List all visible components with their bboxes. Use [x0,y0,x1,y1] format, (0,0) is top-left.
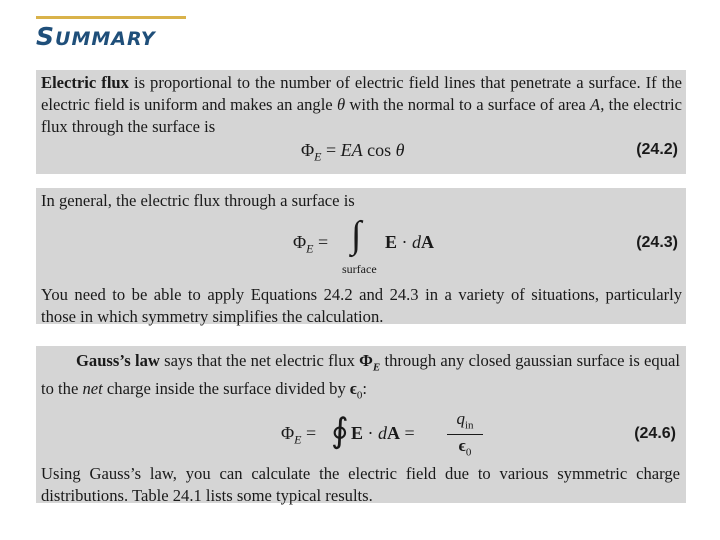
equation-24-3 [41,212,682,284]
phi-symbol: Φ [281,422,295,443]
differential-d: d [378,422,388,443]
electric-flux-box [36,70,686,174]
permittivity-denominator [447,436,483,458]
title-initial: S [36,22,56,51]
equation-24-3-integrand [385,232,434,253]
phi-subscript: E [372,361,381,374]
electric-flux-term: Electric flux [41,73,129,92]
dot-operator: · [363,422,379,443]
equation-24-6-lhs [281,423,316,448]
electric-flux-text: with the normal to a surface of area [345,95,591,114]
electric-flux-paragraph [41,72,682,138]
equals-sign: = [400,422,415,443]
cos-term: cos [362,140,396,160]
area-symbol: A [590,95,601,114]
fraction-bar [447,434,483,435]
electric-flux-text: , the electric flux through the surface is [41,95,682,136]
integral-surface-label: surface [342,262,377,276]
charge-numerator [447,409,483,431]
a-vector: A [421,232,435,252]
charge-subscript: in [464,419,474,432]
equation-24-3-lhs [293,232,328,257]
phi-symbol: Φ [301,140,315,160]
net-emphasis: net [82,379,103,399]
gauss-law-closing: Using Gauss’s law, you can calculate the electric field due to various symmetric charge distributions. Table 24.1 lists some typical results. [41,463,680,505]
equation-24-6 [41,407,680,463]
equation-24-2 [41,138,682,166]
gauss-law-term: Gauss’s law [76,351,160,370]
a-vector: A [387,422,401,443]
epsilon-symbol: ϵ [458,435,466,455]
charge-q: q [456,408,465,428]
integral-symbol: ∫ [351,214,362,256]
phi-subscript: E [314,149,322,164]
theta-symbol: θ [336,95,346,114]
title-rest: UMMARY [55,28,156,50]
epsilon-subscript: 0 [465,446,472,459]
phi-subscript: E [306,241,314,256]
gauss-law-text: through any closed gaussian surface is equal to the [41,351,680,399]
general-flux-closing: You need to be able to apply Equations 24.2 and 24.3 in a variety of situations, particularly those in which symmetry simplifies the calculation. [41,285,682,326]
phi-symbol: Φ [359,351,373,370]
theta-symbol: θ [395,140,405,160]
dot-operator: · [397,232,413,252]
closed-integral-symbol: ∮ [331,412,349,450]
equals-sign: = [313,232,329,252]
phi-subscript: E [294,432,302,447]
e-vector: E [351,422,364,443]
equation-24-2-body [301,140,405,165]
phi-symbol: Φ [293,232,307,252]
general-flux-box [36,188,686,324]
equation-number-24-2: (24.2) [636,141,678,158]
differential-d: d [412,232,422,252]
gauss-law-paragraph [41,350,680,407]
page-title [36,22,156,51]
equation-24-6-integrand [351,423,415,444]
title-rule [36,16,186,19]
equals-sign: = [321,140,341,160]
gauss-law-text: says that the net electric flux [159,351,360,370]
gauss-law-box [36,346,686,503]
gauss-law-text: charge inside the surface divided by [102,379,350,399]
e-vector: E [385,232,398,252]
epsilon-symbol: ϵ [349,379,357,399]
equation-number-24-6: (24.6) [634,424,676,442]
electric-flux-text: is proportional to the number of electric field lines that penetrate a surface. If the electric field is uniform and makes an angle [41,73,682,114]
ea-term: EA [340,140,363,160]
equals-sign: = [301,422,317,443]
equation-number-24-3: (24.3) [636,234,678,251]
general-flux-intro: In general, the electric flux through a surface is [41,191,355,210]
epsilon-subscript: 0 [356,389,363,402]
gauss-law-text: : [362,379,368,399]
